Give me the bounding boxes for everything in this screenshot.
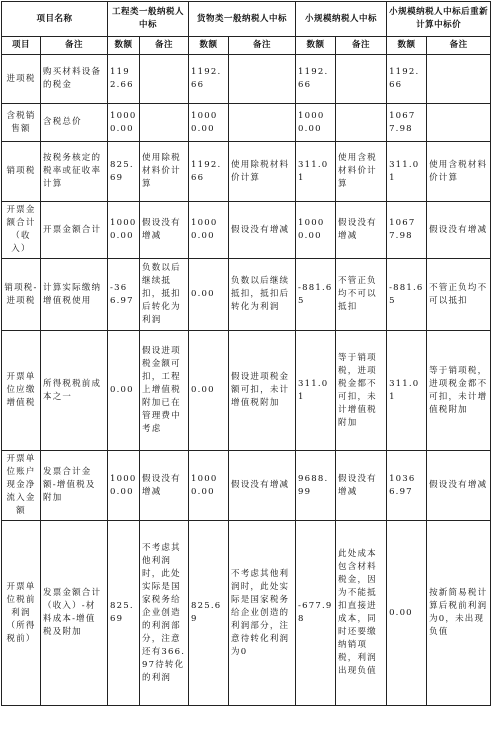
note-cell: 假设没有增减 <box>336 451 387 521</box>
note-cell: 假设没有增减 <box>140 202 189 259</box>
note-cell <box>427 104 491 142</box>
comparison-table <box>1 1 491 706</box>
col-header-note-3: 备注 <box>336 37 387 55</box>
column-header-row <box>2 37 491 55</box>
row-remark-cell: 开票金额合计 <box>41 202 108 259</box>
table-row <box>2 521 491 706</box>
table-row <box>2 142 491 202</box>
table-row <box>2 202 491 259</box>
amount-cell: 1192.66 <box>189 55 229 104</box>
amount-cell: 9688.99 <box>296 451 336 521</box>
note-cell: 假设进项税金额可扣，工程上增值税附加已在管理费中考虑 <box>140 331 189 451</box>
note-cell: 假设没有增减 <box>336 202 387 259</box>
group-header-row <box>2 2 491 37</box>
amount-cell: 311.01 <box>387 331 427 451</box>
table-row <box>2 55 491 104</box>
amount-cell: 0.00 <box>108 331 140 451</box>
group-header-small-scale: 小规模纳税人中标 <box>296 2 387 37</box>
row-remark-cell: 计算实际缴纳增值税使用 <box>41 259 108 331</box>
amount-cell: 825.69 <box>108 521 140 706</box>
amount-cell: 825.69 <box>108 142 140 202</box>
amount-cell: 10000.00 <box>108 202 140 259</box>
row-item-cell: 销项税 <box>2 142 41 202</box>
row-item-cell: 含税销售额 <box>2 104 41 142</box>
amount-cell: 10000.00 <box>189 451 229 521</box>
group-header-engineering-general: 工程类一般纳税人中标 <box>108 2 189 37</box>
amount-cell: 10000.00 <box>108 451 140 521</box>
row-item-cell: 进项税 <box>2 55 41 104</box>
col-header-item: 项目 <box>2 37 41 55</box>
amount-cell: 10000.00 <box>189 104 229 142</box>
amount-cell: -881.65 <box>296 259 336 331</box>
note-cell <box>336 104 387 142</box>
note-cell: 假设没有增减 <box>427 451 491 521</box>
note-cell: 负数以后继续抵扣，抵扣后转化为利润 <box>229 259 296 331</box>
note-cell: 不考虑其他利润时，此处实际是国家税务给企业创造的利润部分，注意待转化利润为0 <box>229 521 296 706</box>
row-remark-cell: 购买材料设备的税金 <box>41 55 108 104</box>
table-row <box>2 259 491 331</box>
col-header-note-1: 备注 <box>140 37 189 55</box>
row-remark-cell: 发票金额合计（收入）-材料成本-增值税及附加 <box>41 521 108 706</box>
note-cell: 假设没有增减 <box>140 451 189 521</box>
note-cell: 此处成本包含材料税金，因为不能抵扣直接进成本，同时还要缴纳销项税，利润出现负值 <box>336 521 387 706</box>
col-header-amount-1: 数额 <box>108 37 140 55</box>
note-cell: 负数以后继续抵扣，抵扣后转化为利润 <box>140 259 189 331</box>
note-cell: 假设没有增减 <box>229 451 296 521</box>
amount-cell: 10366.97 <box>387 451 427 521</box>
note-cell: 不考虑其他利润时，此处实际是国家税务给企业创造的利润部分，注意还有366.97待转化的利润 <box>140 521 189 706</box>
note-cell: 假设没有增减 <box>427 202 491 259</box>
note-cell: 使用除税材料价计算 <box>140 142 189 202</box>
note-cell: 等于销项税，进项税金都不可扣，未计增值税附加 <box>427 331 491 451</box>
amount-cell: 10000.00 <box>108 104 140 142</box>
amount-cell: 10000.00 <box>189 202 229 259</box>
amount-cell: 311.01 <box>387 142 427 202</box>
amount-cell: 0.00 <box>189 331 229 451</box>
amount-cell: -881.65 <box>387 259 427 331</box>
row-remark-cell: 含税总价 <box>41 104 108 142</box>
amount-cell: 1192.66 <box>296 55 336 104</box>
group-header-goods-general: 货物类一般纳税人中标 <box>189 2 296 37</box>
row-item-cell: 开票金额合计（收入） <box>2 202 41 259</box>
row-item-cell: 销项税-进项税 <box>2 259 41 331</box>
note-cell <box>140 104 189 142</box>
amount-cell: -366.97 <box>108 259 140 331</box>
note-cell: 使用含税材料价计算 <box>336 142 387 202</box>
amount-cell: 10677.98 <box>387 202 427 259</box>
amount-cell: 0.00 <box>189 259 229 331</box>
col-header-note-2: 备注 <box>229 37 296 55</box>
col-header-note-4: 备注 <box>427 37 491 55</box>
amount-cell: -677.98 <box>296 521 336 706</box>
note-cell: 不管正负均不可以抵扣 <box>427 259 491 331</box>
amount-cell: 311.01 <box>296 142 336 202</box>
row-item-cell: 开票单位税前利润（所得税前） <box>2 521 41 706</box>
group-header-small-scale-recalc: 小规模纳税人中标后重新计算中标价 <box>387 2 491 37</box>
amount-cell: 10677.98 <box>387 104 427 142</box>
amount-cell: 0.00 <box>387 521 427 706</box>
note-cell: 使用含税材料价计算 <box>427 142 491 202</box>
col-header-amount-3: 数额 <box>296 37 336 55</box>
amount-cell: 825.69 <box>189 521 229 706</box>
row-remark-cell: 所得税税前成本之一 <box>41 331 108 451</box>
amount-cell: 10000.00 <box>296 202 336 259</box>
col-header-amount-2: 数额 <box>189 37 229 55</box>
col-header-amount-4: 数额 <box>387 37 427 55</box>
note-cell: 按新简易税计算后税前利润为0，未出现负值 <box>427 521 491 706</box>
amount-cell: 10000.00 <box>296 104 336 142</box>
amount-cell: 1192.66 <box>387 55 427 104</box>
note-cell: 假设进项税金额可扣，未计增值税附加 <box>229 331 296 451</box>
table-row <box>2 331 491 451</box>
table-row <box>2 104 491 142</box>
col-header-remark: 备注 <box>41 37 108 55</box>
row-item-cell: 开票单位应缴增值税 <box>2 331 41 451</box>
note-cell: 等于销项税，进项税金都不可扣，未计增值税附加 <box>336 331 387 451</box>
row-remark-cell: 按税务核定的税率或征收率计算 <box>41 142 108 202</box>
row-remark-cell: 发票合计金额-增值税及附加 <box>41 451 108 521</box>
note-cell <box>336 55 387 104</box>
amount-cell: 1192.66 <box>189 142 229 202</box>
note-cell: 不管正负均不可以抵扣 <box>336 259 387 331</box>
note-cell <box>229 104 296 142</box>
amount-cell: 311.01 <box>296 331 336 451</box>
note-cell <box>229 55 296 104</box>
row-item-cell: 开票单位账户现金净流入金额 <box>2 451 41 521</box>
note-cell <box>427 55 491 104</box>
amount-cell: 1192.66 <box>108 55 140 104</box>
note-cell <box>140 55 189 104</box>
table-row <box>2 451 491 521</box>
note-cell: 使用除税材料价计算 <box>229 142 296 202</box>
project-name-header: 项目名称 <box>2 2 108 37</box>
note-cell: 假设没有增减 <box>229 202 296 259</box>
